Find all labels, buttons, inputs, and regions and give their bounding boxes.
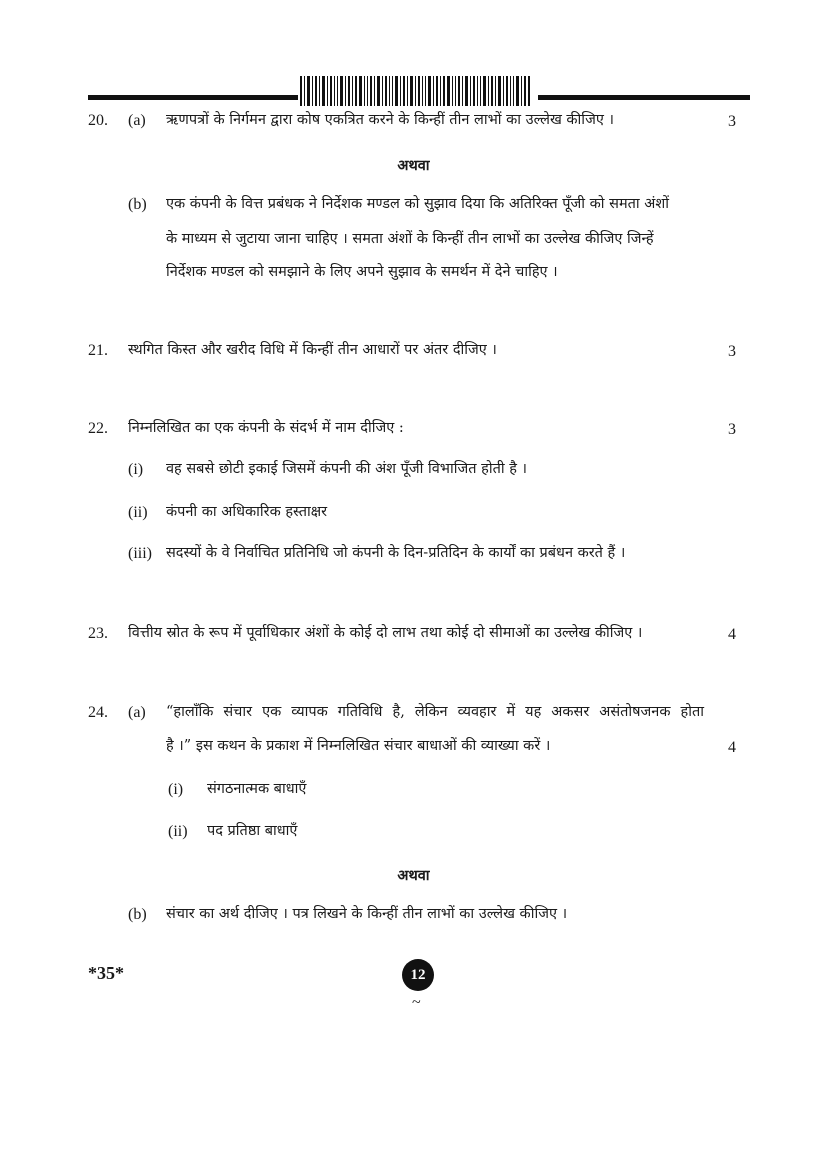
q24-a-label: (a) — [128, 704, 146, 721]
q24-marks: 4 — [728, 739, 736, 756]
q22-item-label: (iii) — [128, 545, 152, 562]
q24-item-label: (ii) — [168, 823, 188, 840]
q22-marks: 3 — [728, 421, 736, 438]
barcode-image — [300, 76, 530, 106]
q24-or-heading: अथवा — [397, 867, 430, 884]
q22-item-label: (i) — [128, 461, 144, 478]
q24-item-text: संगठनात्मक बाधाएँ — [207, 781, 307, 797]
header-rule-right — [538, 95, 750, 100]
q22-number: 22. — [88, 420, 108, 437]
q24-number: 24. — [88, 704, 108, 721]
q22-text: निम्नलिखित का एक कंपनी के संदर्भ में नाम दीजिए : — [128, 420, 404, 436]
page-number: 12 — [402, 959, 434, 991]
q20-b-line3: निर्देशक मण्डल को समझाने के लिए अपने सुझाव के समर्थन में देने चाहिए । — [166, 264, 558, 280]
q22-item-text: सदस्यों के वे निर्वाचित प्रतिनिधि जो कंपनी के दिन-प्रतिदिन के कार्यों का प्रबंधन करते हैं । — [166, 545, 626, 561]
q24-item-label: (i) — [168, 781, 184, 798]
q20-b-line2: के माध्यम से जुटाया जाना चाहिए । समता अंशों के किन्हीं तीन लाभों का उल्लेख कीजिए जिन्हें — [166, 231, 654, 247]
q22-item-text: कंपनी का अधिकारिक हस्ताक्षर — [166, 504, 328, 520]
header-rule-left — [88, 95, 298, 100]
q20-a-label: (a) — [128, 112, 146, 129]
q20-or-heading: अथवा — [397, 157, 430, 174]
q20-number: 20. — [88, 112, 108, 129]
q24-b-label: (b) — [128, 906, 147, 923]
q24-b-text: संचार का अर्थ दीजिए । पत्र लिखने के किन्हीं तीन लाभों का उल्लेख कीजिए । — [166, 906, 568, 922]
q20-a-text: ऋणपत्रों के निर्गमन द्वारा कोष एकत्रित करने के किन्हीं तीन लाभों का उल्लेख कीजिए । — [166, 112, 614, 128]
q22-item-label: (ii) — [128, 504, 148, 521]
q21-text: स्थगित किस्त और खरीद विधि में किन्हीं तीन आधारों पर अंतर दीजिए । — [128, 342, 497, 358]
q23-text: वित्तीय स्रोत के रूप में पूर्वाधिकार अंशों के कोई दो लाभ तथा कोई दो सीमाओं का उल्लेख कीजिए । — [128, 625, 643, 641]
q21-marks: 3 — [728, 343, 736, 360]
footer-tilde: ~ — [412, 994, 421, 1011]
q24-a-line2: है ।” इस कथन के प्रकाश में निम्नलिखित संचार बाधाओं की व्याख्या करें । — [166, 738, 551, 754]
q20-marks: 3 — [728, 113, 736, 130]
q24-a-line1: “हालाँकि संचार एक व्यापक गतिविधि है, लेकिन व्यवहार में यह अकसर असंतोषजनक होता — [166, 704, 704, 720]
q23-marks: 4 — [728, 626, 736, 643]
q23-number: 23. — [88, 625, 108, 642]
footer-code: *35* — [88, 963, 124, 983]
q20-b-line1: एक कंपनी के वित्त प्रबंधक ने निर्देशक मण्डल को सुझाव दिया कि अतिरिक्त पूँजी को समता अंशों — [166, 196, 669, 212]
q20-b-label: (b) — [128, 196, 147, 213]
q24-item-text: पद प्रतिष्ठा बाधाएँ — [207, 823, 298, 839]
q22-item-text: वह सबसे छोटी इकाई जिसमें कंपनी की अंश पूँजी विभाजित होती है । — [166, 461, 528, 477]
q21-number: 21. — [88, 342, 108, 359]
